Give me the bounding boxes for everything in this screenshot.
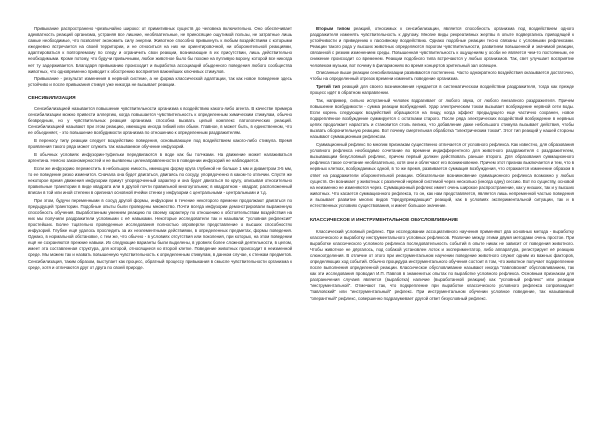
left-column xyxy=(28,26,292,272)
right-column xyxy=(310,26,574,303)
paragraph xyxy=(310,26,574,69)
section-heading-conditioning: КЛАССИЧЕСКОЕ И ИНСТРУМЕНТАЛЬНОЕ ОБУСЛОВЛИВАНИЕ xyxy=(310,218,459,224)
paragraph: Привыкание - результат изменения в нервной системе, а не форма классической адаптации, так как новое поведение здесь устойчиво и после привыкания стимул уже никогда не вызывает реакции. xyxy=(28,76,292,88)
paragraph: Суммационный рефлекс по многим признакам существенно отличается от условного рефлекса. Как известно, для образования условного рефлекса необходимо сочетание во времени индифферентного для животного раздражителя с раздражителем, вызывающим безусловный рефлекс, причем первый должен действовать раньше второго. Для образования суммационного рефлекса такое сочетание необязательно, хотя они и облегчают его возникновение. Причем этот признак выключается и тем, что в нервных клетках, возбуждаемых одной, в то же время, развивается суммация возбуждения, что отражается изменение образом в ответ на раздражители оборонительной реакции. Обязательное возникновение суммационного рефлекса возможно у любых существ. Он возникает у животных с различной нервной системой через несколько (иногда одну) сессию. Вот по существу, основой на неизменно не изменяются через. Суммационный рефлекс имеет очень широкое распространение, как у низших, так и у высших животных. Что касается суммационного рефлекса, то он, как нам представляется, является лишь непременной частью поведения и вызывает развитие многих видов "предупреждающих" реакций, как в условиях экспериментальной ситуации, так и в естественных условиях существования, и имеет большое значение. xyxy=(310,142,574,208)
paragraph-lead: Третий тип xyxy=(316,84,341,90)
paragraph: Классический условный рефлекс. При исследовании ассоциативного научения применяют два основных метода - выработку классического и выработку инструментального условных рефлексов. Различие между этими двумя методами очень простое. При выработке классического условного рефлекса последовательность событий в опыте никак не зависит от поведения животного. Чтобы животное не дёргалось, под собакой установлен лоток и экспериментатор, либо аппаратура, регистрирует её реакцию слюноотделения. В отличие от этого при инструментальном научении поведение животного служит одним из важных факторов, определяющих ход событий. Обычно процедура инструментального обучения состоит в том, что животное получает подкрепление после выполнения определенной реакции. Классическое обусловливание называют иногда "павловским" обусловливанием, так как эти исследования проводил И.П. Павлов в знаменитых опытах по выработке условного рефлекса. Основным признаком для разграничения случаев является (выработка) наличие (выработанной реакции) как "условный рефлекс" или реакции "инструментальной". Отмечают так, что подкрепление при выработке классического условного рефлекса сопровождает "павловский" или "инструментальный" рефлекс. При инструментальном обучении условное поведение, так называемый "оперантный" рефлекс, совершенно подразумевает другой ответ безусловный рефлекс. xyxy=(310,228,574,301)
paragraph xyxy=(310,84,574,96)
paragraph: Так, например, сильно испуганный человек вздрагивает от любого звука, от любого внезапного раздражителя. Причем повышение возбудимости - сумма реакции возбуждений. Удар электрическим током вызывает возбуждение нервной сети воды. Если корень следующих воздействий обращаются на пищу, когда эффект предыдущего еще частично сохранен, новое подкреплённое возбуждение суммируется с остатками старого. После ряда электрических воздействий возбуждение в нервных цепях продолжает нарастать и становится столь велико, что добавление даже небольшого стимула вызывает действия, чтобы вызвать оборонительную реакцию. Вот почему смертельная обработка "электрическим током". Этот тип реакций у нашей стороны называют суммационным рефлексом. xyxy=(310,97,574,140)
paragraph: В обычных условиях инфузории-туфельки передвигаются в воде как бы толчками. На движение может налаживаться аргентина. Неясно закономерностей и не выявлены целенаправленности в поведении инфузорий не наблюдается. xyxy=(28,151,292,163)
paragraph: В переносу типу реакции следует воздействию поведения, основывающее под воздействием какого-либо стимула. Время проявления такого ряда может служить так называемое обучение инфузорий. xyxy=(28,138,292,150)
section-heading-sensitization: СЕНСИБИЛИЗАЦИЯ xyxy=(28,95,76,101)
paragraph: При этом, будучи переменными в сосуд другой формы, инфузории в течение некоторого времени продолжают двигаться по предыдущей траектории. Подобные опыты были проведены множество. Почти всегда инфузории демонстрировали выраженную способность обучения. Выработанным умением реакцию по своему характеру по отношению к обстоятельствам воздействия на них мы получили раздражители условными с её навыками. Некоторые исследователи так и называли: "условная рефлексия" простейших. Более тщательно проведенные исследования полностью опровергли представление о высших способностях инфузорий. Глубже ещё удалось проследить за их неэлементными действиями, в определенных предметах, формы поведения. Однако, в нормальной обстановке, с тем же, что обычно - в условиях отсутствия или поколения, при которых, на этом поведении ещё не сохраняются прежние навыки. Их следующие варианты были выделены, в уровнях более сложной деятельности, в целом, имеет эта составленная структура, для которой, относящиеся ко второй клетке. Поведение животных происходит в неизменной среде. Мы можем так и назвать повышенную чувствительность к определенным стимулам, в данном случае, к стенкам предметов. Сенсибилизация, таким образом, выступает как процесс, обратный процессу привыкания в смысле чувствительности организма к среде, хотя и отличаются друг от друга по своей природе. xyxy=(28,197,292,270)
paragraph-body: реакций, относимых к сенсибилизации, является способность организма под воздействием одного раздражителя изменять чувствительность к другому. Многие виды рекреативных жертвы в опыте подвергались приводящей к устойчивости и приведению к пассивному воздействию. Однако подобные реакции тесно связаны с условными рефлексами. Реакции такого рода у высших животных определяются порогом чувствительности, развитием повышенной и значимой реакции, связанной с резким изменением среды. Повышенная чувствительность к ощущениям у особи не является чем-то постоянным, ее снижение происходит со временем. Реакции подобного типа встречаются у любых организмов. Так, свет улучшает восприятие человеком музыки, вот почему в филармониях во время концертов зрительный зал освещен. xyxy=(310,26,574,68)
paragraph: Описанные выше реакции сенсибилизации развиваются постепенно. Часто однократного воздействия оказывается достаточно, чтобы на определенный отрезок времени изменить поведение организма. xyxy=(310,70,574,82)
paragraph: Привыкание распространено чрезвычайно широко: от примитивных существ до человека включительно. Оно обеспечивает адекватность реакций организма, устраняя все лишние, необязательные, не приносящие ощутимой пользы, не затратные лишь самые необходимые, что позволяет экономить силу энергии. Животное способно привыкнуть к любым воздействиям с которыми ежедневно встречается на своей территории, и не относиться на них ни ориентировочной, ни оборонительной реакциями, адаптироваться к повторяемому по следу и ограничить свои реакции, возникающие в их присутствии, лишь действительно необходимыми. Кроме потому, что будучи привычными, любое животное было бы похоже на пугливую ворону, которой все никогда нет ту задерживается. Благодаря привыканию происходит и выработка ассоциаций обыденного поведения любого сообщества животных, что одновременно приводит к обострению восприятия важнейших ключевых стимулов. xyxy=(28,26,292,74)
paragraph-body: реакций для своего возникновения нуждается в систематическом воздействии раздражителя, тогда как прежде процесс идёт в обратном направлении. xyxy=(310,84,575,96)
paragraph: Сенсибилизацией называется повышение чувствительности организма к воздействию какого-либо агента. В качестве примера сенсибилизации можно привести аллергию, когда повышается чувствительность к определенным химическим стимулам, обычно безвредным, но у чувствительных реакция организма способна вызвать целый комплекс патологических реакций. Сенсибилизацией называют при этом реакцию, имеющую иногда гибкий или обыкн. Главное, в может быть, в единственном, что ее объединяет, - это повышение возбудимости организма по отношению к определенным раздражителям. xyxy=(28,105,292,136)
paragraph-lead: Вторым типом xyxy=(316,26,350,31)
paragraph: Если же инфузорию переместить в небольшую емкость, имеющую форму круга глубиной не больше 1 мм и диаметром 3-5 мм, то ее поведение резко изменится. Сначала она будет двигаться, двигаясь по сосуду, упорядоченно в каком-то отличии. Спустя же некоторое время движения инфузории примут упорядоченный характер и она будет двигаться по кругу, описывая относительно правильные траектории в виде квадрата или в другой почти правильной многоугольник; в квадратном - квадрат, расположенный вписан в той или иной степени в оригинал основной ячейки стенки у инфузории с центральными - центральными и т.д. xyxy=(28,165,292,195)
